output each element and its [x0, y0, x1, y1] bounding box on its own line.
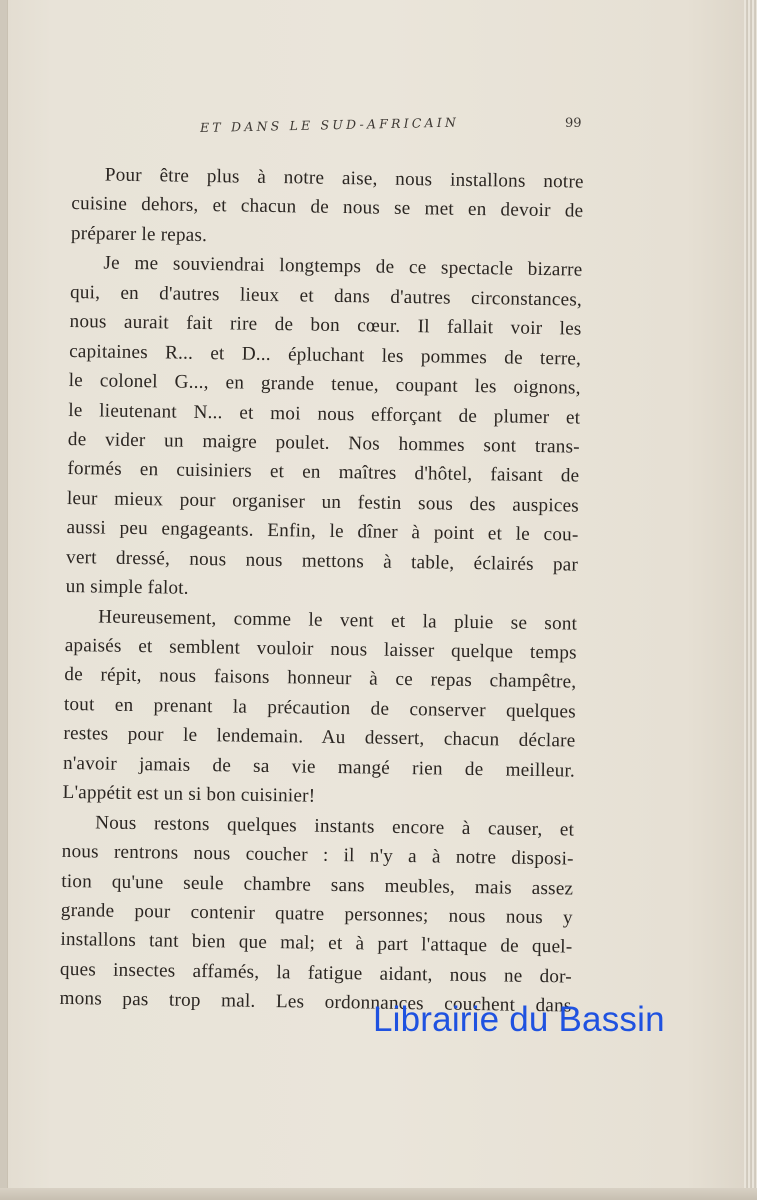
text-line: préparer le repas.: [70, 222, 208, 246]
text-line: Nous restons quelques instants encore à causer, et: [95, 812, 575, 841]
text-line: cuisine dehors, et chacun de nous se met en devoir de: [71, 193, 584, 223]
text-line: tout en prenant la précaution de conserver quelques: [63, 693, 577, 723]
text-line: le colonel G..., en grande tenue, coupant les oignons,: [68, 370, 581, 399]
text-line: Pour être plus à notre aise, nous installons notre: [104, 164, 584, 193]
text-line: grande pour contenir quatre personnes; nous nous y: [60, 899, 573, 929]
text-line: apaisés et semblent vouloir nous laisser quelque temps: [64, 634, 577, 664]
text-line: restes pour le lendemain. Au dessert, chacun déclare: [63, 723, 576, 752]
text-line: installons tant bien que mal; et à part l'attaque de quel-: [60, 929, 573, 958]
watermark-text: Librairie du Bassin: [373, 1000, 665, 1039]
text-line: n'avoir jamais de sa vie mangé rien de meilleur.: [62, 752, 576, 782]
text-line: de répit, nous faisons honneur à ce repas champêtre,: [64, 664, 577, 693]
text-line: le lieutenant N... et moi nous efforçant de plumer et: [68, 399, 581, 429]
text-line: vert dressé, nous nous mettons à table, éclairés par: [65, 546, 579, 576]
text-line: capitaines R... et D... épluchant les pommes de terre,: [69, 340, 582, 370]
text-line: un simple falot.: [65, 576, 189, 599]
text-line: nous aurait fait rire de bon cœur. Il fallait voir les: [69, 311, 582, 340]
text-line: de vider un maigre poulet. Nos hommes sont trans-: [67, 428, 580, 458]
text-line: tion qu'une seule chambre sans meubles, mais assez: [61, 870, 574, 900]
text-line: nous rentrons nous coucher : il n'y a à notre disposi-: [61, 840, 574, 870]
page-bottom-edge: [0, 1188, 757, 1200]
page-stack-edge: [744, 0, 757, 1200]
body-text: [59, 160, 584, 1021]
text-line: Heureusement, comme le vent et la pluie se sont: [98, 606, 578, 635]
text-line: formés en cuisiniers et en maîtres d'hôtel, faisant de: [67, 458, 580, 487]
text-line: qui, en d'autres lieux et dans d'autres circonstances,: [69, 281, 583, 311]
running-title: ET DANS LE SUD-AFRICAIN: [199, 114, 460, 135]
text-line: leur mieux pour organiser un festin sous des auspices: [66, 487, 580, 517]
text-line: aussi peu engageants. Enfin, le dîner à point et le cou-: [66, 517, 579, 546]
text-line: ques insectes affamés, la fatigue aidant, nous ne dor-: [59, 958, 573, 988]
text-line: Je me souviendrai longtemps de ce spectacle bizarre: [103, 252, 583, 281]
page-number: 99: [565, 116, 582, 131]
text-line: mons pas trop mal. Les ordonnances couchent dans: [59, 988, 572, 1017]
text-line: L'appétit est un si bon cuisinier!: [62, 782, 316, 807]
